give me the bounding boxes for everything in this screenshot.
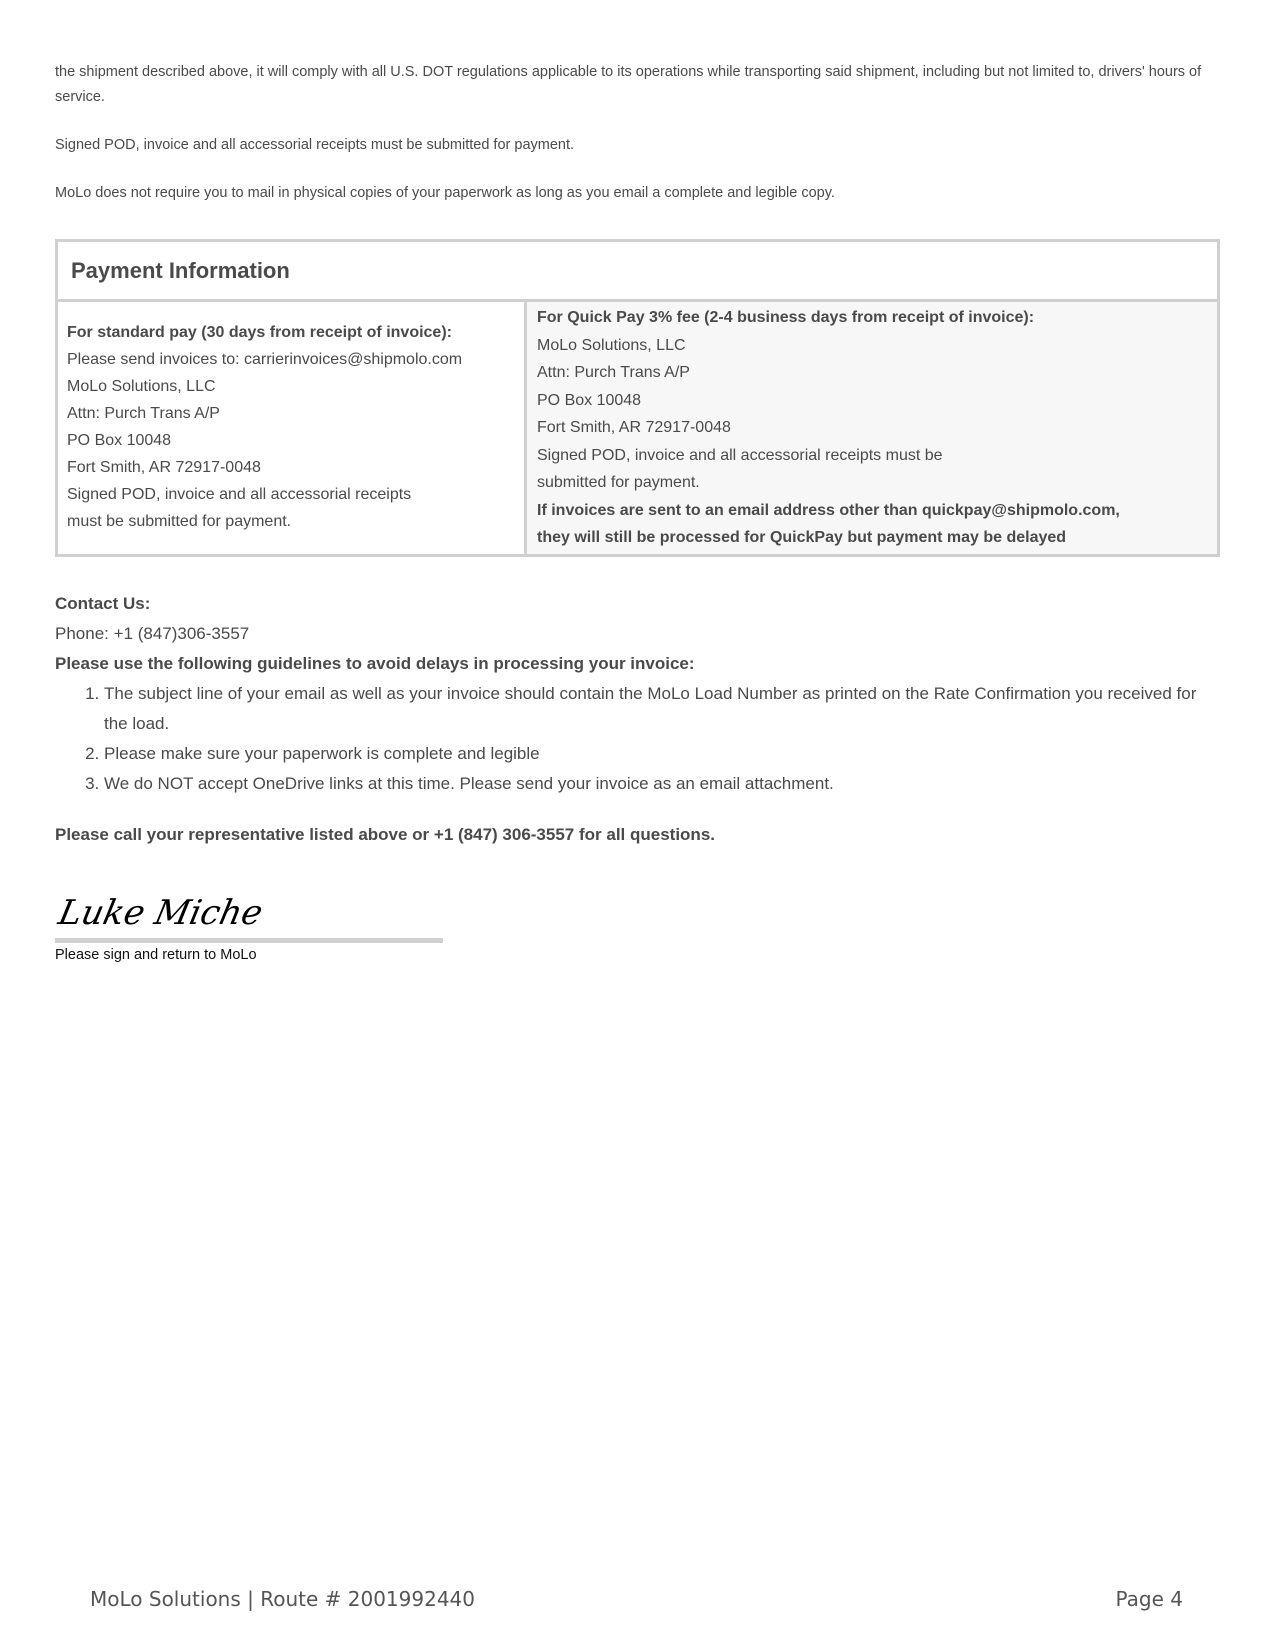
signature-line: [55, 938, 443, 943]
quickpay-heading: For Quick Pay 3% fee (2-4 business days from receipt of invoice):: [537, 309, 1035, 326]
payment-information-box: [55, 239, 1220, 557]
footer-route: MoLo Solutions | Route # 2001992440: [90, 1587, 475, 1611]
contact-section: [55, 589, 1220, 799]
standard-pay-company: MoLo Solutions, LLC: [67, 378, 216, 395]
quickpay-city: Fort Smith, AR 72917-0048: [537, 419, 731, 436]
guideline-item: 1. The subject line of your email as well as your invoice should contain the MoLo Load Number as printed on the Rate Confirmation you received for the load.: [104, 679, 1220, 739]
terms-section: [55, 60, 1220, 206]
call-representative-note: Please call your representative listed above or +1 (847) 306-3557 for all questions.: [55, 824, 715, 844]
signature-block: [55, 886, 443, 963]
standard-pay-column: [58, 302, 527, 554]
standard-pay-heading: For standard pay (30 days from receipt of invoice):: [67, 324, 452, 341]
standard-pay-city: Fort Smith, AR 72917-0048: [67, 459, 261, 476]
standard-pay-po-box: PO Box 10048: [67, 432, 172, 449]
guidelines-list: [55, 679, 1220, 799]
quickpay-warning-2: they will still be processed for QuickPay but payment may be delayed: [537, 529, 1067, 546]
standard-pay-note-2: must be submitted for payment.: [67, 513, 292, 530]
quickpay-column: [527, 302, 1217, 554]
contact-phone: Phone: +1 (847)306-3557: [55, 623, 250, 643]
quickpay-warning-1: If invoices are sent to an email address other than quickpay@shipmolo.com,: [537, 501, 1120, 519]
guideline-item: 3. We do NOT accept OneDrive links at this time. Please send your invoice as an email attachment.: [104, 769, 1220, 799]
footer-page-number: Page 4: [1115, 1587, 1183, 1611]
signature-text: Luke Miche: [55, 892, 267, 933]
terms-paragraph-pod: Signed POD, invoice and all accessorial receipts must be submitted for payment.: [55, 137, 575, 153]
standard-pay-attn: Attn: Purch Trans A/P: [67, 405, 220, 422]
payment-header: [58, 242, 1217, 302]
payment-title: Payment Information: [71, 257, 290, 283]
quickpay-attn: Attn: Purch Trans A/P: [537, 364, 690, 381]
handwritten-signature: [55, 886, 267, 934]
standard-pay-email: Please send invoices to: carrierinvoices@shipmolo.com: [67, 351, 463, 368]
quickpay-po-box: PO Box 10048: [537, 391, 642, 409]
guideline-item: 2. Please make sure your paperwork is complete and legible: [104, 739, 1220, 769]
contact-heading: Contact Us:: [55, 593, 151, 613]
terms-paragraph-paperwork: MoLo does not require you to mail in physical copies of your paperwork as long as you email a complete and legible copy.: [55, 185, 835, 201]
quickpay-note-2: submitted for payment.: [537, 474, 700, 491]
quickpay-note-1: Signed POD, invoice and all accessorial receipts must be: [537, 446, 943, 464]
guidelines-heading: Please use the following guidelines to avoid delays in processing your invoice:: [55, 653, 695, 673]
quickpay-company: MoLo Solutions, LLC: [537, 336, 686, 354]
payment-columns: [58, 302, 1217, 554]
document-page: [55, 60, 1220, 963]
terms-paragraph-dot: the shipment described above, it will comply with all U.S. DOT regulations applicable to its operations while transporting said shipment, including but not limited to, drivers' hours of service.: [55, 64, 1202, 105]
standard-pay-note-1: Signed POD, invoice and all accessorial receipts: [67, 486, 412, 503]
signature-label: Please sign and return to MoLo: [55, 946, 257, 963]
